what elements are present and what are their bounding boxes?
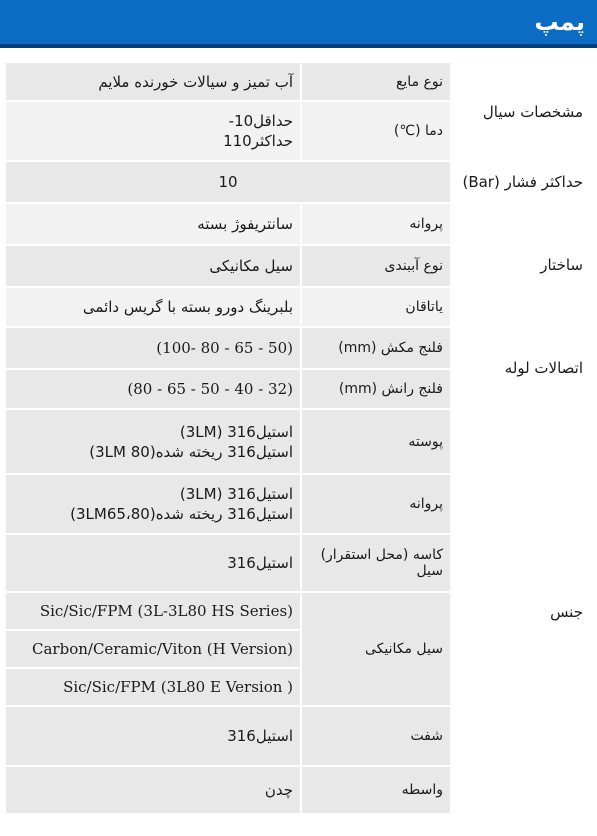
row-label: پروانه (301, 203, 451, 245)
value-line: حداقل10- (228, 112, 293, 130)
row-value: Carbon/Ceramic/Viton (H Version) (5, 630, 301, 668)
value-line: حداکثر110 (223, 132, 293, 150)
row-value: (50 - 65 - 80 -100) (5, 327, 301, 369)
row-value: استیل316 (5, 534, 301, 592)
value-line: استیل316 ریخته شده(3LM65،80) (70, 505, 293, 523)
row-value: آب تمیز و سیالات خورنده ملایم (5, 62, 301, 101)
header-underline (0, 44, 597, 48)
row-value: استیل316 (5, 706, 301, 766)
row-label: واسطه (301, 766, 451, 814)
row-label: دما (℃) (301, 101, 451, 161)
row-label: سیل مکانیکی (301, 592, 451, 706)
table-row (5, 203, 594, 245)
category-material: جنس (451, 409, 594, 814)
row-value (5, 409, 301, 474)
row-value: (32 - 40 - 50 - 65 - 80) (5, 369, 301, 409)
row-label: کاسه (محل استقرار) سیل (301, 534, 451, 592)
table-row (5, 161, 594, 203)
category-connections: اتصالات لوله (451, 327, 594, 409)
value-line: استیل316 ریخته شده(3LM 80) (89, 442, 293, 461)
row-label: پوسته (301, 409, 451, 474)
row-label: یاتاقان (301, 287, 451, 327)
category-structure: ساختار (451, 203, 594, 327)
row-label: نوع مایع (301, 62, 451, 101)
spec-table (4, 61, 595, 815)
row-value: بلبرینگ دورو بسته با گریس دائمی (5, 287, 301, 327)
category-pressure: حداکثر فشار (Bar) (451, 161, 594, 203)
row-value (5, 474, 301, 534)
row-value: Sic/Sic/FPM (3L-3L80 HS Series) (5, 592, 301, 630)
row-label: نوع آببندی (301, 245, 451, 287)
value-line: استیل316 (3LM) (179, 422, 293, 441)
row-label: فلنج مکش (mm) (301, 327, 451, 369)
row-value: Sic/Sic/FPM (3L80 E Version ) (5, 668, 301, 706)
row-label: فلنج رانش (mm) (301, 369, 451, 409)
header-bar (0, 0, 597, 48)
row-value: سیل مکانیکی (5, 245, 301, 287)
table-row (5, 327, 594, 369)
value-line: استیل316 (3LM) (179, 485, 293, 503)
row-label: شفت (301, 706, 451, 766)
row-value: سانتریفوژ بسته (5, 203, 301, 245)
row-value: چدن (5, 766, 301, 814)
table-row (5, 62, 594, 101)
row-value (5, 101, 301, 161)
category-fluid: مشخصات سیال (451, 62, 594, 161)
table-row (5, 409, 594, 474)
row-label: پروانه (301, 474, 451, 534)
page-title: پمپ (534, 8, 585, 36)
row-value: 10 (5, 161, 451, 203)
